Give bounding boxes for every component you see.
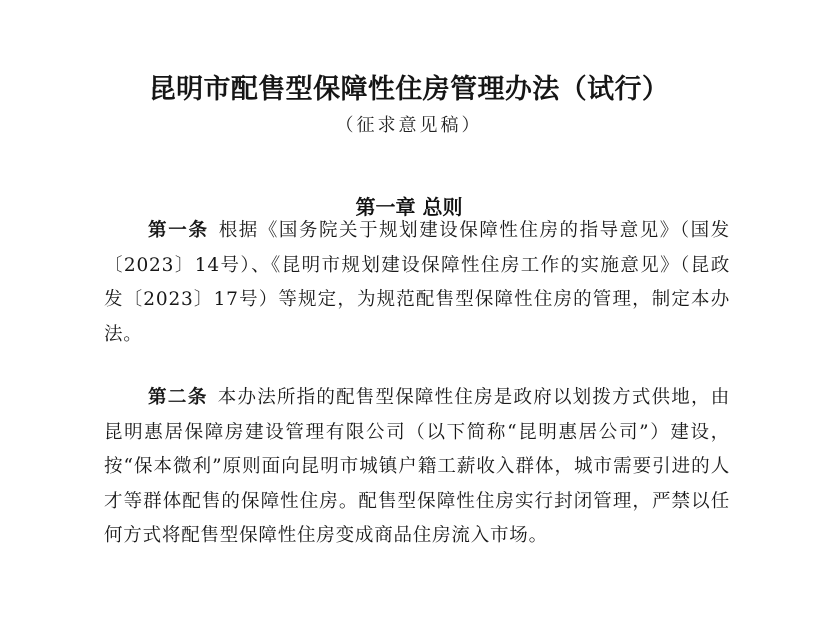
document-title: 昆明市配售型保障性住房管理办法（试行） [148, 74, 670, 106]
article-2-text: 本办法所指的配售型保障性住房是政府以划拨方式供地，由昆明惠居保障房建设管理有限公司（以下简称“昆明惠居公司”）建设，按“保本微利”原则面向昆明市城镇户籍工薪收入群体，城市需要引进的人才等群体配售的保障性住房。配售型保障性住房实行封闭管理，严禁以任何方式将配售型保障性住房变成商品住房流入市场。 [104, 387, 730, 546]
article-1-paragraph [104, 214, 730, 352]
article-2-paragraph [104, 381, 730, 554]
chapter-title: 第一章 总则 [355, 194, 463, 219]
article-1-text: 根据《国务院关于规划建设保障性住房的指导意见》（国发〔2023〕14号）、《昆明市规划建设保障性住房工作的实施意见》（昆政发〔2023〕17号）等规定，为规范配售型保障性住房的管理，制定本办法。 [104, 220, 730, 345]
document-subtitle: （征求意见稿） [335, 115, 483, 136]
article-1-label: 第一条 [148, 220, 209, 241]
article-2-label: 第二条 [148, 387, 208, 408]
